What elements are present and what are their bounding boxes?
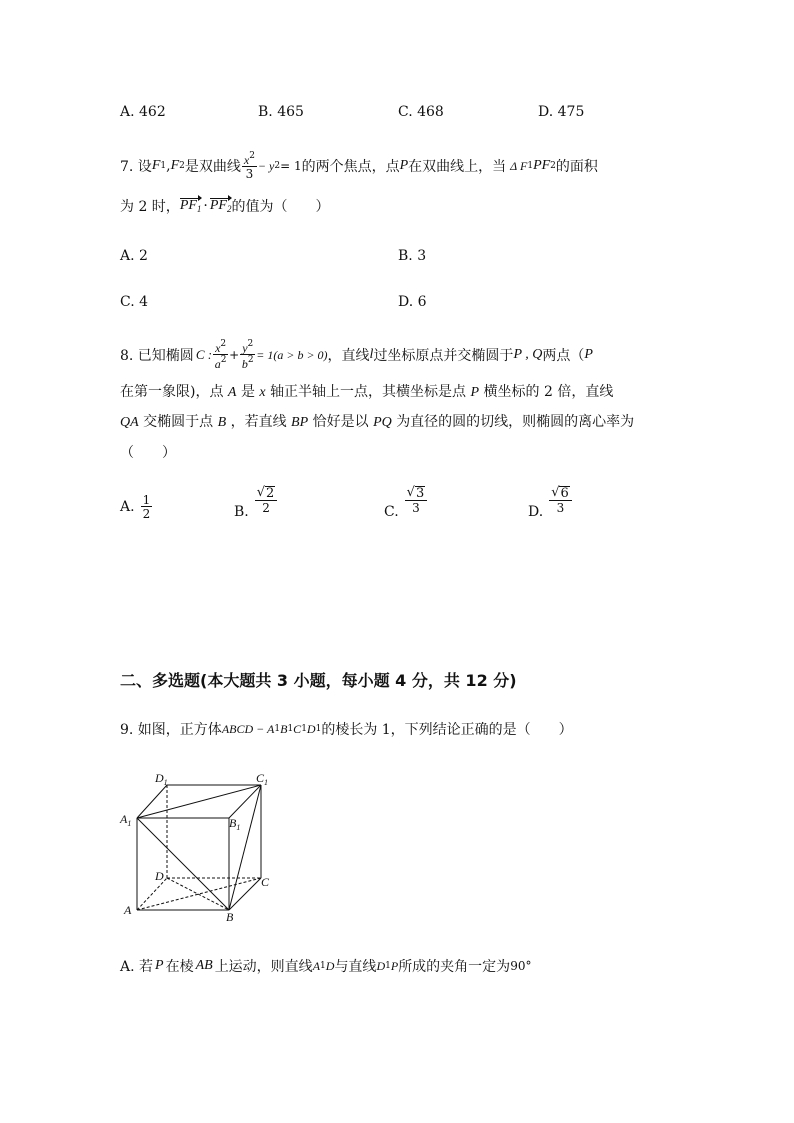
hyperbola-fraction: $\frac{x^2}{3}$ bbox=[243, 151, 255, 181]
section-heading-multiple-choice: 二、多选题(本大题共 3 小题，每小题 4 分，共 12 分) bbox=[120, 671, 517, 690]
label-c1: $C_1$ bbox=[256, 771, 269, 787]
label-b: B bbox=[226, 910, 234, 924]
diagonal-b-c1 bbox=[229, 785, 261, 910]
edge-b-c bbox=[229, 878, 261, 910]
q6-option-a: A. 462 bbox=[120, 104, 166, 120]
q8-option-c: C. √ 3 3 bbox=[384, 492, 428, 520]
label-a1: $A_1$ bbox=[120, 812, 132, 828]
label-b1: $B_1$ bbox=[229, 816, 241, 832]
q9-stem: 9. 如图，正方体 ABCD − A 1 B 1 C 1 D 1 的棱长为 1，下列结论正确的是（ ） bbox=[120, 721, 573, 738]
q7-option-d: D. 6 bbox=[398, 294, 427, 310]
q7-option-c: C. 4 bbox=[120, 294, 149, 310]
edge-b1-c1 bbox=[229, 785, 261, 818]
q8-option-d: D. √ 6 3 bbox=[528, 492, 573, 520]
fraction-sqrt2-over-2: √ 2 2 bbox=[255, 486, 278, 514]
q7-option-b: B. 3 bbox=[398, 248, 427, 264]
q8-stem-line3: QA 交椭圆于点 B ，若直线 BP 恰好是以 PQ 为直径的圆的切线，则椭圆的离心率为 bbox=[120, 414, 635, 430]
label-d: D bbox=[155, 869, 164, 883]
vector-pf1: $PF_1$ bbox=[179, 198, 202, 214]
q6-option-d: D. 475 bbox=[538, 104, 585, 120]
vector-pf2: $PF_2$ bbox=[209, 198, 232, 214]
diagonal-a1-b bbox=[137, 818, 229, 910]
q8-option-b: B. √ 2 2 bbox=[234, 492, 278, 520]
q9-option-a: A. 若 P 在棱 AB 上运动，则直线 A 1 D 与直线 D 1 P 所成的夹角一定为 90° bbox=[120, 958, 532, 975]
q7-stem-line2: 为 2 时， $PF_1$ · $PF_2$ 的值为（ ） bbox=[120, 198, 330, 215]
fraction-sqrt3-over-3: √ 3 3 bbox=[405, 486, 428, 514]
edge-a1-d1 bbox=[137, 785, 167, 818]
q6-option-c: C. 468 bbox=[398, 104, 444, 120]
q8-option-a: A. $\frac{1}{2}$ bbox=[120, 493, 151, 521]
q8-stem-line2: 在第一象限)，点 A 是 x 轴正半轴上一点，其横坐标是点 P 横坐标的 2 倍，直线 bbox=[120, 384, 614, 400]
label-c: C bbox=[261, 875, 270, 889]
cube-figure bbox=[115, 768, 285, 928]
label-a: A bbox=[124, 903, 132, 917]
q7-stem-line1: 7. 设 F 1 , F 2 是双曲线 $\frac{x^2}{3}$ − y 2 = 1 的两个焦点，点 P 在双曲线上，当 Δ F 1 PF 2 的面积 bbox=[120, 151, 598, 181]
label-d1: $D_1$ bbox=[155, 771, 168, 787]
ellipse-fraction-y: $\frac{y^2}{b^2}$ bbox=[241, 339, 254, 371]
q6-option-b: B. 465 bbox=[258, 104, 304, 120]
fraction-sqrt6-over-3: √ 6 3 bbox=[549, 486, 572, 514]
q7-option-a: A. 2 bbox=[120, 248, 148, 264]
fraction-one-half: $\frac{1}{2}$ bbox=[142, 493, 151, 521]
q8-stem-line1: 8. 已知椭圆 C : $\frac{x^2}{a^2}$ + $\frac{y^2}{b^2}$ = 1(a > b > 0) ，直线 l 过坐标原点并交椭圆于 P , Q 两点（ P bbox=[120, 339, 593, 371]
ellipse-fraction-x: $\frac{x^2}{a^2}$ bbox=[214, 339, 227, 371]
diagonal-a1-c1 bbox=[137, 785, 261, 818]
q8-answer-paren: （ ） bbox=[120, 445, 176, 461]
diagonal-d-b-hidden bbox=[167, 878, 229, 910]
